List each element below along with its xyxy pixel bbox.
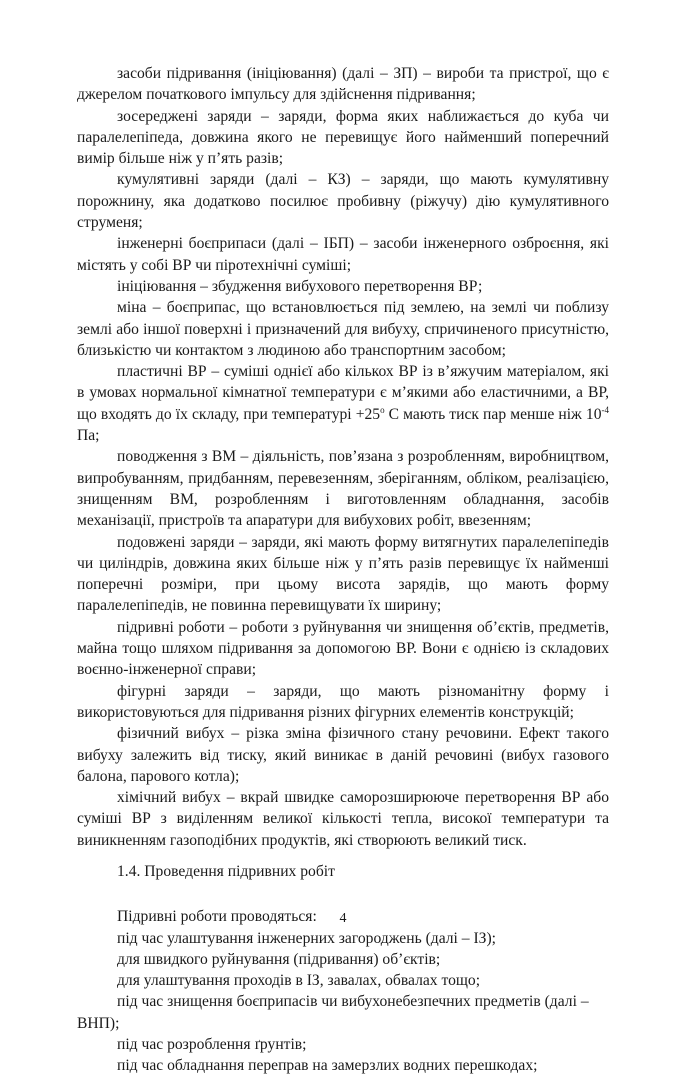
- plastic-vr-text-end: Па;: [77, 427, 100, 445]
- definition-paragraph: засоби підривання (ініціювання) (далі – ЗП) – вироби та пристрої, що є джерелом початкового імпульсу для здійснення підривання;: [77, 65, 609, 104]
- plastic-vr-text-start: пластичні ВР – суміші однієї або кількох ВР із в’яжучим матеріалом, які в умовах нормальної кімнатної температури є м’якими або еластичними, а ВР, що входять до їх складу, при температурі +25: [77, 363, 609, 423]
- list-item: для улаштування проходів в ІЗ, завалах, обвалах тощо;: [117, 972, 481, 990]
- list-item: для швидкого руйнування (підривання) об’єктів;: [117, 950, 441, 968]
- definition-paragraph: підривні роботи – роботи з руйнування чи знищення об’єктів, предметів, майна тощо шляхом підривання за допомогою ВР. Вони є однією із складових воєнно-інженерної справи;: [77, 618, 609, 679]
- definition-paragraph: ініціювання – збудження вибухового перетворення ВР;: [117, 277, 483, 295]
- list-item: під час знищення боєприпасів чи вибухонебезпечних предметів (далі – ВНП);: [77, 993, 589, 1032]
- definition-paragraph: інженерні боєприпаси (далі – ІБП) – засоби інженерного озброєння, які містять у собі ВР чи піротехнічні суміші;: [77, 235, 609, 274]
- section-heading: 1.4. Проведення підривних робіт: [117, 862, 335, 880]
- definition-paragraph: подовжені заряди – заряди, які мають форму витягнутих паралелепіпедів чи циліндрів, довжина яких більше ніж у п’ять разів перевищує їх найменші поперечні розміри, при цьому висота зарядів, що мають форму паралелепіпедів, не повинна перевищувати їх ширину;: [77, 533, 609, 615]
- pressure-exponent: -4: [601, 404, 609, 415]
- list-intro: Підривні роботи проводяться:: [117, 908, 317, 926]
- definition-paragraph-plastic-explosives: [77, 361, 609, 446]
- definition-paragraph: кумулятивні заряди (далі – КЗ) – заряди, що мають кумулятивну порожнину, яка додатково посилює пробивну (ріжучу) дію кумулятивного струменя;: [77, 171, 609, 232]
- definition-paragraph: міна – боєприпас, що встановлюється під землею, на землі чи поблизу землі або іншої поверхні і призначений для вибуху, спричиненого присутністю, близькістю чи контактом з людиною або транспортним засобом;: [77, 299, 609, 359]
- definition-paragraph: поводження з ВМ – діяльність, пов’язана з розробленням, виробництвом, випробуванням, придбанням, перевезенням, зберіганням, обліком, реалізацією, знищенням ВМ, розробленням і виготовленням обладнання, засобів механізації, пристроїв та апаратури для вибухових робіт, ввезенням;: [77, 448, 609, 530]
- spacer: [77, 882, 609, 906]
- spacer: [77, 851, 609, 861]
- definition-paragraph: зосереджені заряди – заряди, форма яких наближається до куба чи паралелепіпеда, довжина якого не перевищує його найменший поперечний вимір більше ніж у п’ять разів;: [77, 107, 609, 168]
- definition-paragraph: фізичний вибух – різка зміна фізичного стану речовини. Ефект такого вибуху залежить від тиску, який виникає в даній речовині (вибух газового балона, парового котла);: [77, 725, 609, 785]
- list-item: під час розроблення ґрунтів;: [117, 1036, 307, 1054]
- list-item: під час улаштування інженерних загороджень (далі – ІЗ);: [117, 929, 497, 947]
- plastic-vr-text-mid: С мають тиск пар менше ніж 10: [384, 405, 602, 423]
- definition-paragraph: фігурні заряди – заряди, що мають різноманітну форму і використовуються для підривання різних фігурних елементів конструкцій;: [77, 682, 609, 721]
- list-item: під час обладнання переправ на замерзлих водних перешкодах;: [117, 1057, 538, 1075]
- degree-superscript: о: [380, 404, 385, 415]
- definition-paragraph: хімічний вибух – вкрай швидке саморозширююче перетворення ВР або суміші ВР з виділенням великої кількості тепла, високої температури та виникненням газоподібних продуктів, які створюють великий тиск.: [77, 789, 609, 849]
- page-number: 4: [339, 911, 347, 926]
